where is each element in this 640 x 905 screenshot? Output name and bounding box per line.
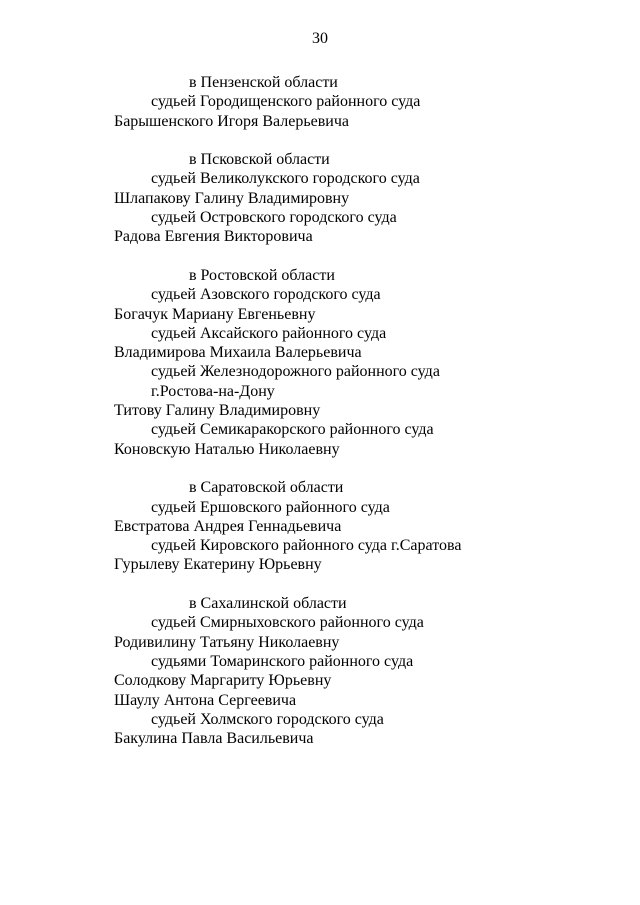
judge-name: Барышенского Игоря Валерьевича: [114, 112, 349, 130]
region-section: [0, 73, 640, 131]
region-heading: в Псковской области: [189, 151, 330, 169]
judge-name: Гурылеву Екатерину Юрьевну: [114, 556, 322, 574]
court-position: судьей Железнодорожного районного суда: [151, 363, 440, 381]
court-position: судьей Ершовского районного суда: [151, 498, 390, 516]
court-position: г.Ростова-на-Дону: [151, 382, 275, 400]
judge-name: Владимирова Михаила Валерьевича: [114, 344, 362, 362]
court-position: судьей Островского городского суда: [151, 209, 397, 227]
court-position: судьями Томаринского районного суда: [151, 652, 414, 670]
court-position: судьей Холмского городского суда: [151, 710, 384, 728]
region-section: [0, 478, 640, 574]
region-heading: в Пензенской области: [189, 74, 338, 91]
region-heading: в Ростовской области: [189, 266, 335, 284]
judge-name: Бакулина Павла Васильевича: [114, 730, 314, 748]
judge-name: Шаулу Антона Сергеевича: [114, 691, 297, 709]
region-heading: в Сахалинской области: [189, 595, 347, 613]
judge-name: Коновскую Наталью Николаевну: [114, 440, 340, 458]
court-position: судьей Азовского городского суда: [151, 286, 381, 304]
region-section: [0, 266, 640, 459]
court-position: судьей Городищенского районного суда: [151, 93, 421, 111]
section-spacer: [0, 459, 640, 478]
section-spacer: [0, 575, 640, 594]
region-heading: в Саратовской области: [189, 479, 344, 497]
judge-name: Богачук Мариану Евгеньевну: [114, 305, 316, 323]
court-position: судьей Великолукского городского суда: [151, 170, 420, 188]
region-section: [0, 150, 640, 246]
section-spacer: [0, 131, 640, 150]
region-section: [0, 594, 640, 748]
court-position: судьей Смирныховского районного суда: [151, 614, 424, 632]
document-body: [0, 73, 640, 748]
judge-name: Евстратова Андрея Геннадьевича: [114, 517, 342, 535]
court-position: судьей Аксайского районного суда: [151, 324, 387, 342]
court-position: судьей Семикаракорского районного суда: [151, 421, 434, 439]
judge-name: Радова Евгения Викторовича: [114, 228, 313, 246]
judge-name: Солодкову Маргариту Юрьевну: [114, 672, 332, 690]
section-spacer: [0, 247, 640, 266]
judge-name: Родивилину Татьяну Николаевну: [114, 633, 340, 651]
judge-name: Шлапакову Галину Владимировну: [114, 189, 350, 207]
judge-name: Титову Галину Владимировну: [114, 402, 321, 420]
court-position: судьей Кировского районного суда г.Саратова: [151, 537, 462, 555]
page-number: 30: [312, 30, 328, 47]
